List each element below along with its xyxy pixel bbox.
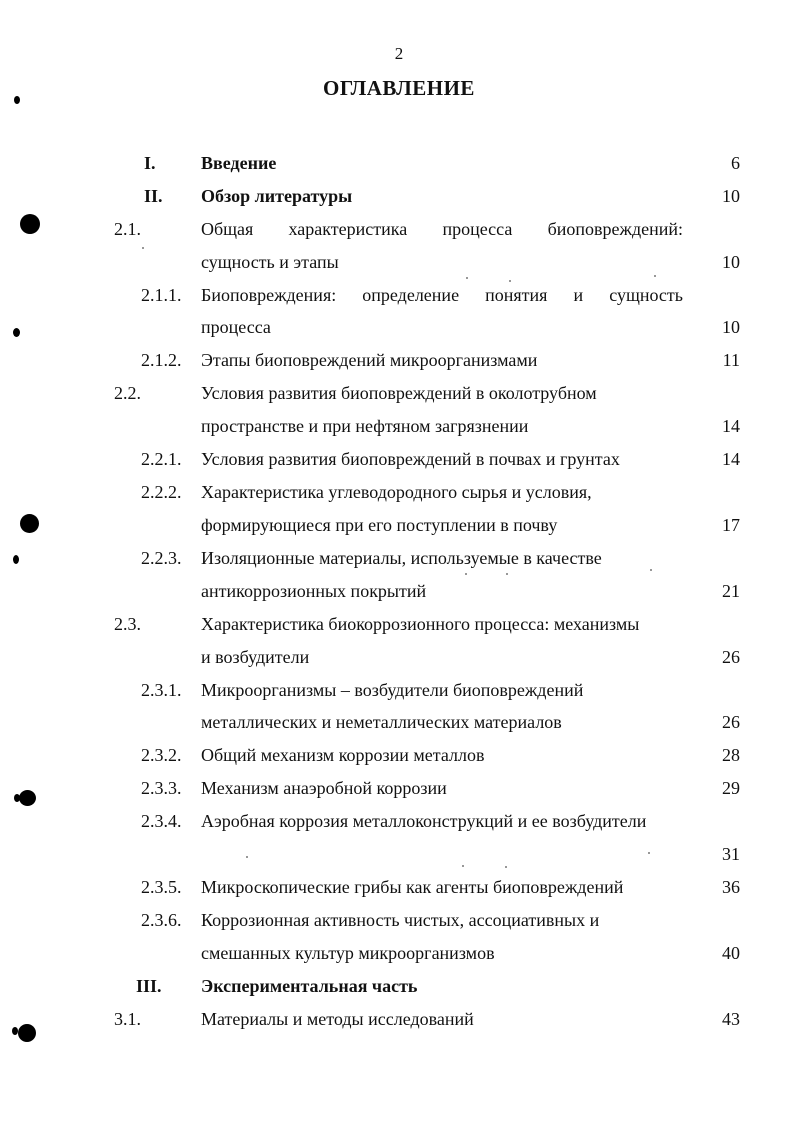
toc-entry-text: Аэробная коррозия металлоконструкций и ее возбудители xyxy=(201,811,647,831)
toc-number: 2.3.3. xyxy=(141,778,182,798)
toc-page: 14 xyxy=(722,449,740,469)
toc-page: 28 xyxy=(722,745,740,765)
toc-number: 3.1. xyxy=(114,1009,141,1029)
scan-speck xyxy=(648,852,650,854)
toc-entry-text: смешанных культур микроорганизмов xyxy=(201,943,495,963)
toc-number: 2.3.2. xyxy=(141,745,182,765)
binding-mark xyxy=(13,555,19,564)
toc-number: 2.2.1. xyxy=(141,449,182,469)
toc-number: 2.1.2. xyxy=(141,350,182,370)
toc-entry-text: Материалы и методы исследований xyxy=(201,1009,474,1029)
toc-number: II. xyxy=(144,186,163,206)
toc-page: 10 xyxy=(722,317,740,337)
toc-entry-text: Условия развития биоповреждений в околотрубном xyxy=(201,383,597,403)
toc-page: 43 xyxy=(722,1009,740,1029)
toc-entry-text: формирующиеся при его поступлении в почву xyxy=(201,515,558,535)
toc-entry-text: Микроскопические грибы как агенты биоповреждений xyxy=(201,877,624,897)
toc-entry-text: Микроорганизмы – возбудители биоповреждений xyxy=(201,680,584,700)
toc-number: 2.3.1. xyxy=(141,680,182,700)
toc-entry-text: Биоповреждения: определение понятия и сущность xyxy=(201,285,683,305)
toc-number: 2.3.6. xyxy=(141,910,182,930)
toc-entry-text: Общий механизм коррозии металлов xyxy=(201,745,485,765)
toc-entry-text: процесса xyxy=(201,317,271,337)
toc-number: III. xyxy=(136,976,162,996)
toc-number: 2.2. xyxy=(114,383,141,403)
scan-speck xyxy=(462,865,464,867)
scan-speck xyxy=(465,573,467,575)
scan-speck xyxy=(654,275,656,277)
page-number: 2 xyxy=(394,44,404,63)
toc-page: 6 xyxy=(731,153,740,173)
toc-entry-text: антикоррозионных покрытий xyxy=(201,581,427,601)
toc-number: I. xyxy=(144,153,156,173)
toc-page: 17 xyxy=(722,515,740,535)
binding-hole xyxy=(20,214,40,234)
toc-entry-text: Этапы биоповреждений микроорганизмами xyxy=(201,350,538,370)
toc-page: 26 xyxy=(722,712,740,732)
toc-number: 2.3.4. xyxy=(141,811,182,831)
toc-entry-text: Общая характеристика процесса биоповреждений: xyxy=(201,219,683,239)
binding-hole xyxy=(18,1024,36,1042)
scan-speck xyxy=(509,280,511,282)
binding-hole xyxy=(19,790,36,806)
toc-page: 26 xyxy=(722,647,740,667)
scan-speck xyxy=(505,866,507,868)
toc-entry-text: пространстве и при нефтяном загрязнении xyxy=(201,416,529,436)
toc-page: 11 xyxy=(722,350,740,370)
toc-page: 14 xyxy=(722,416,740,436)
scan-speck xyxy=(506,573,508,575)
toc-number: 2.2.3. xyxy=(141,548,182,568)
toc-number: 2.1.1. xyxy=(141,285,182,305)
toc-page: 29 xyxy=(722,778,740,798)
toc-entry-text: Введение xyxy=(201,153,277,173)
page-title: ОГЛАВЛЕНИЕ xyxy=(323,76,475,100)
binding-mark xyxy=(13,328,20,337)
toc-entry-text: и возбудители xyxy=(201,647,310,667)
toc-entry-text: Характеристика биокоррозионного процесса: механизмы xyxy=(201,614,640,634)
toc-number: 2.2.2. xyxy=(141,482,182,502)
scan-speck xyxy=(246,856,248,858)
toc-entry-text: Механизм анаэробной коррозии xyxy=(201,778,447,798)
toc-page: 40 xyxy=(722,943,740,963)
toc-page: 31 xyxy=(722,844,740,864)
toc-page: 36 xyxy=(722,877,740,897)
binding-mark xyxy=(14,96,20,104)
toc-entry-text: металлических и неметаллических материалов xyxy=(201,712,562,732)
toc-entry-text: Характеристика углеводородного сырья и условия, xyxy=(201,482,592,502)
toc-entry-text: Изоляционные материалы, используемые в качестве xyxy=(201,548,602,568)
toc-page: 21 xyxy=(722,581,740,601)
scan-speck xyxy=(142,247,144,249)
toc-page: 10 xyxy=(722,186,740,206)
toc-entry-text: Экспериментальная часть xyxy=(201,976,418,996)
toc-number: 2.1. xyxy=(114,219,141,239)
binding-hole xyxy=(20,514,39,533)
toc-entry-text: сущность и этапы xyxy=(201,252,339,272)
toc-entry-text: Обзор литературы xyxy=(201,186,353,206)
toc-number: 2.3.5. xyxy=(141,877,182,897)
toc-entry-text: Коррозионная активность чистых, ассоциативных и xyxy=(201,910,600,930)
toc-page: 10 xyxy=(722,252,740,272)
scan-speck xyxy=(650,569,652,571)
toc-entry-text: Условия развития биоповреждений в почвах и грунтах xyxy=(201,449,620,469)
toc-number: 2.3. xyxy=(114,614,141,634)
scan-speck xyxy=(466,277,468,279)
